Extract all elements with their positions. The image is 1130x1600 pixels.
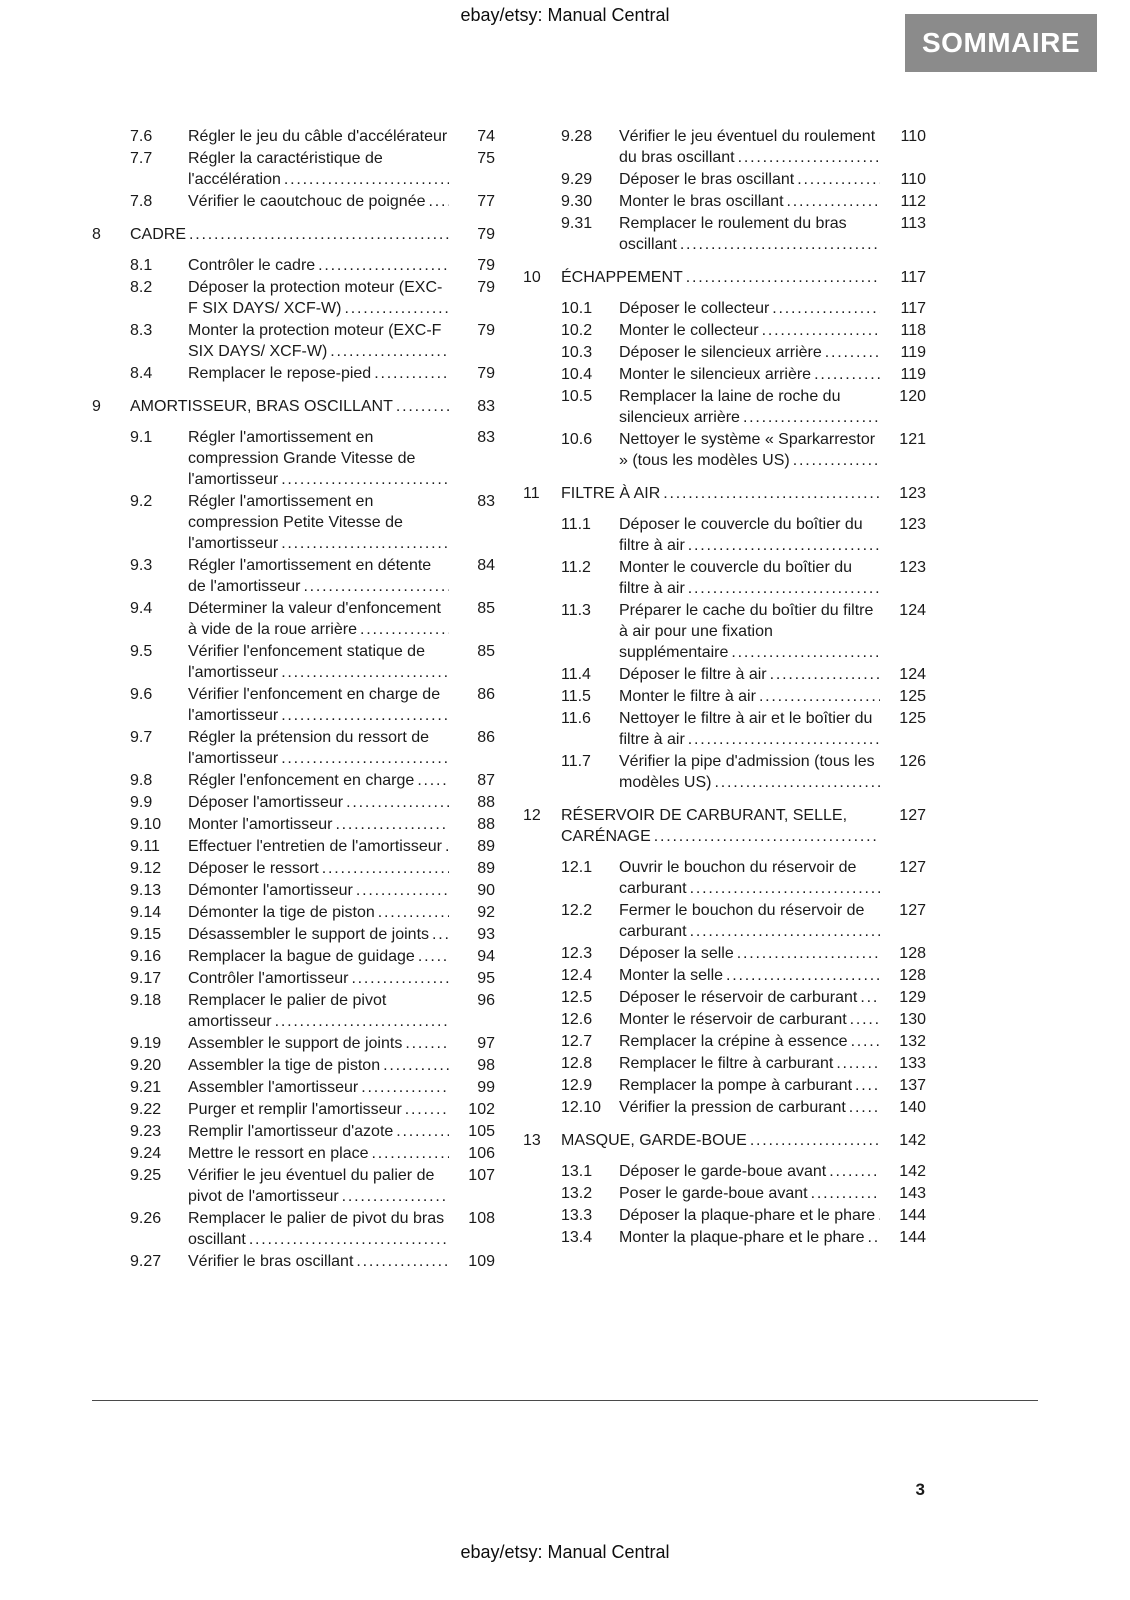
toc-entry-title: Contrôler le cadre .....: [188, 255, 449, 276]
toc-entry-number: 9.4: [130, 600, 153, 617]
toc-entry: [92, 224, 495, 245]
toc-entry: [523, 191, 926, 212]
toc-entry: [523, 483, 926, 504]
toc-entry-number: 12.4: [561, 967, 593, 984]
toc-entry: [92, 902, 495, 923]
toc-column-right: [523, 126, 926, 1273]
toc-entry-page: 119: [900, 366, 926, 383]
toc-entry-title: Déposer le collecteur .....: [619, 298, 880, 319]
toc-entry-number: 9.1: [130, 429, 153, 446]
sommaire-banner: [905, 14, 1097, 72]
toc-entry-title: Poser le garde-boue avant .....: [619, 1183, 880, 1204]
toc-entry-number: 9.9: [130, 794, 153, 811]
toc-entry-title: Remplacer le palier de pivot du bras oscillant .....: [188, 1208, 449, 1250]
toc-entry-title: Remplacer le palier de pivot amortisseur .....: [188, 990, 449, 1032]
toc-entry-number: 10.6: [561, 431, 593, 448]
toc-entry: [523, 1053, 926, 1074]
toc-entry: [92, 598, 495, 640]
toc-entry-page: 117: [900, 300, 926, 317]
toc-entry: [523, 386, 926, 428]
toc-entry-page: 94: [477, 948, 495, 965]
toc-entry: [92, 1165, 495, 1207]
toc-entry: [92, 924, 495, 945]
toc-entry-page: 85: [477, 600, 495, 617]
toc-entry-number: 7.6: [130, 128, 153, 145]
toc-entry-page: 130: [899, 1011, 926, 1028]
toc-entry-page: 89: [477, 838, 495, 855]
toc-entry-title: Monter la selle .....: [619, 965, 880, 986]
toc-entry: [92, 968, 495, 989]
toc-entry-page: 75: [477, 150, 495, 167]
toc-entry-title: Régler l'amortissement en compression Petite Vitesse de l'amortisseur .....: [188, 491, 449, 554]
toc-entry-number: 9: [92, 398, 101, 415]
toc-entry-title: Monter le filtre à air .....: [619, 686, 880, 707]
toc-entry-page: 79: [477, 365, 495, 382]
toc-entry-number: 9.2: [130, 493, 153, 510]
toc-entry-page: 98: [477, 1057, 495, 1074]
toc-entry-page: 83: [477, 493, 495, 510]
toc-entry-number: 9.21: [130, 1079, 162, 1096]
toc-entry-title: Remplacer la crépine à essence .....: [619, 1031, 880, 1052]
toc-entry-title: Remplacer la pompe à carburant .....: [619, 1075, 880, 1096]
toc-entry: [92, 1208, 495, 1250]
toc-entry-page: 86: [477, 729, 495, 746]
toc-entry-number: 11.6: [561, 710, 591, 727]
toc-entry: [92, 277, 495, 319]
toc-entry: [92, 491, 495, 554]
toc-entry: [92, 396, 495, 417]
toc-entry-number: 11: [523, 485, 540, 502]
toc-entry-number: 12.9: [561, 1077, 593, 1094]
toc-entry: [523, 429, 926, 471]
toc-entry-number: 10.3: [561, 344, 593, 361]
toc-entry: [523, 751, 926, 793]
page-number: 3: [915, 1480, 925, 1499]
toc-entry-page: 144: [899, 1207, 926, 1224]
toc-entry: [92, 946, 495, 967]
toc-entry-title: Vérifier l'enfoncement statique de l'amortisseur .....: [188, 641, 449, 683]
toc-entry: [92, 727, 495, 769]
toc-entry-page: 88: [477, 794, 495, 811]
toc-entry-title: Remplir l'amortisseur d'azote .....: [188, 1121, 449, 1142]
toc-entry: [523, 1227, 926, 1248]
toc-entry-number: 11.5: [561, 688, 591, 705]
toc-entry: [523, 342, 926, 363]
toc-entry-number: 9.12: [130, 860, 162, 877]
toc-column-left: [92, 126, 495, 1273]
toc-entry-page: 140: [899, 1099, 926, 1116]
toc-entry-title: AMORTISSEUR, BRAS OSCILLANT .....: [130, 396, 449, 417]
toc-entry-number: 9.10: [130, 816, 162, 833]
toc-entry: [523, 1075, 926, 1096]
toc-entry: [523, 364, 926, 385]
toc-entry: [523, 169, 926, 190]
toc-entry: [523, 213, 926, 255]
toc-entry-title: Déposer le bras oscillant .....: [619, 169, 880, 190]
toc-entry-number: 12: [523, 807, 541, 824]
toc-entry-title: Vérifier le jeu éventuel du roulement du bras oscillant .....: [619, 126, 880, 168]
toc-entry-number: 8.3: [130, 322, 153, 339]
toc-entry: [523, 514, 926, 556]
toc-entry-number: 11.7: [561, 753, 591, 770]
toc-entry-number: 9.28: [561, 128, 593, 145]
toc-entry-number: 13: [523, 1132, 541, 1149]
toc-entry-title: Régler la prétension du ressort de l'amortisseur .....: [188, 727, 449, 769]
sommaire-banner-label: SOMMAIRE: [922, 27, 1080, 58]
toc-entry-number: 10.4: [561, 366, 593, 383]
toc-entry-page: 123: [899, 485, 926, 502]
toc-entry-number: 9.24: [130, 1145, 162, 1162]
toc-entry-page: 88: [477, 816, 495, 833]
toc-entry-number: 7.8: [130, 193, 153, 210]
toc-entry-title: Assembler l'amortisseur .....: [188, 1077, 449, 1098]
table-of-contents: [0, 126, 1130, 1273]
toc-entry-page: 113: [900, 215, 926, 232]
toc-entry: [523, 857, 926, 899]
toc-entry-number: 11.3: [561, 602, 591, 619]
toc-entry-number: 10.2: [561, 322, 593, 339]
toc-entry-title: Régler l'amortissement en détente de l'amortisseur .....: [188, 555, 449, 597]
toc-entry-title: Monter l'amortisseur .....: [188, 814, 449, 835]
toc-entry-title: Nettoyer le système « Sparkarrestor » (tous les modèles US) .....: [619, 429, 880, 471]
toc-entry-title: Vérifier la pipe d'admission (tous les modèles US) .....: [619, 751, 880, 793]
toc-entry-page: 128: [899, 967, 926, 984]
toc-entry-number: 13.2: [561, 1185, 593, 1202]
toc-entry-title: Vérifier le bras oscillant .....: [188, 1251, 449, 1272]
toc-entry-number: 8.4: [130, 365, 153, 382]
toc-entry-page: 92: [477, 904, 495, 921]
toc-entry-title: ÉCHAPPEMENT .....: [561, 267, 880, 288]
toc-entry: [523, 1161, 926, 1182]
toc-entry-title: Régler l'amortissement en compression Grande Vitesse de l'amortisseur .....: [188, 427, 449, 490]
toc-entry-number: 13.3: [561, 1207, 593, 1224]
toc-entry-number: 9.30: [561, 193, 593, 210]
toc-entry: [523, 805, 926, 847]
toc-entry-page: 107: [468, 1167, 495, 1184]
toc-entry-title: Monter le collecteur .....: [619, 320, 880, 341]
toc-entry-number: 9.29: [561, 171, 593, 188]
toc-entry-number: 9.16: [130, 948, 162, 965]
toc-entry: [92, 880, 495, 901]
toc-entry-number: 9.11: [130, 838, 160, 855]
toc-entry-page: 95: [477, 970, 495, 987]
toc-entry-title: Remplacer le repose-pied .....: [188, 363, 449, 384]
toc-entry: [523, 943, 926, 964]
toc-entry-page: 125: [899, 688, 926, 705]
toc-entry-title: Vérifier le jeu éventuel du palier de pivot de l'amortisseur .....: [188, 1165, 449, 1207]
toc-entry-number: 10.1: [561, 300, 593, 317]
toc-entry-title: Démonter la tige de piston .....: [188, 902, 449, 923]
toc-entry-number: 8.2: [130, 279, 153, 296]
toc-entry: [523, 267, 926, 288]
toc-entry-title: Désassembler le support de joints .....: [188, 924, 449, 945]
header-watermark: ebay/etsy: Manual Central: [460, 5, 670, 25]
toc-entry-page: 105: [468, 1123, 495, 1140]
toc-entry-number: 9.14: [130, 904, 162, 921]
toc-entry-title: Déposer le filtre à air .....: [619, 664, 880, 685]
toc-entry-number: 9.18: [130, 992, 162, 1009]
toc-entry-page: 112: [900, 193, 926, 210]
toc-entry: [92, 1121, 495, 1142]
toc-entry-page: 132: [899, 1033, 926, 1050]
toc-entry-page: 142: [899, 1132, 926, 1149]
toc-entry-page: 110: [900, 171, 926, 188]
toc-entry-page: 102: [468, 1101, 495, 1118]
toc-entry: [92, 126, 495, 147]
toc-entry-number: 12.8: [561, 1055, 593, 1072]
toc-entry: [92, 1251, 495, 1272]
toc-entry: [523, 298, 926, 319]
toc-entry-page: 124: [899, 666, 926, 683]
toc-entry-page: 79: [477, 279, 495, 296]
toc-entry: [92, 990, 495, 1032]
toc-entry-title: Régler l'enfoncement en charge .....: [188, 770, 449, 791]
toc-entry-number: 12.1: [561, 859, 593, 876]
toc-entry: [92, 792, 495, 813]
toc-entry: [92, 191, 495, 212]
toc-entry-title: FILTRE À AIR .....: [561, 483, 880, 504]
toc-entry: [92, 427, 495, 490]
toc-entry-title: MASQUE, GARDE-BOUE .....: [561, 1130, 880, 1151]
toc-entry-number: 10.5: [561, 388, 593, 405]
toc-entry-page: 74: [477, 128, 495, 145]
toc-entry-number: 12.2: [561, 902, 593, 919]
toc-entry: [92, 1055, 495, 1076]
toc-entry: [523, 1130, 926, 1151]
toc-entry-title: Ouvrir le bouchon du réservoir de carburant .....: [619, 857, 880, 899]
footer-rule: [92, 1400, 1038, 1401]
toc-entry-page: 123: [899, 516, 926, 533]
toc-entry-number: 13.1: [561, 1163, 593, 1180]
toc-entry-number: 12.3: [561, 945, 593, 962]
toc-entry-number: 9.22: [130, 1101, 162, 1118]
toc-entry-title: Contrôler l'amortisseur .....: [188, 968, 449, 989]
toc-entry-title: Régler le jeu du câble d'accélérateur .....: [188, 126, 449, 147]
toc-entry-page: 142: [899, 1163, 926, 1180]
toc-entry: [92, 770, 495, 791]
toc-entry-title: Déposer l'amortisseur .....: [188, 792, 449, 813]
toc-entry-page: 109: [468, 1253, 495, 1270]
toc-entry-page: 121: [899, 431, 926, 448]
toc-entry: [523, 1097, 926, 1118]
toc-entry: [523, 900, 926, 942]
toc-entry-title: Fermer le bouchon du réservoir de carburant .....: [619, 900, 880, 942]
toc-entry-page: 144: [899, 1229, 926, 1246]
toc-entry-title: Vérifier le caoutchouc de poignée .....: [188, 191, 449, 212]
toc-entry: [92, 555, 495, 597]
toc-entry-number: 9.6: [130, 686, 153, 703]
toc-entry-title: Monter le silencieux arrière .....: [619, 364, 880, 385]
toc-entry-page: 99: [477, 1079, 495, 1096]
toc-entry-page: 127: [899, 807, 926, 824]
toc-entry-number: 11.1: [561, 516, 591, 533]
toc-entry-number: 9.31: [561, 215, 593, 232]
toc-entry-page: 93: [477, 926, 495, 943]
toc-entry-title: Déposer le silencieux arrière .....: [619, 342, 880, 363]
toc-entry-title: Déposer le réservoir de carburant .....: [619, 987, 880, 1008]
toc-entry-page: 90: [477, 882, 495, 899]
toc-entry: [92, 1099, 495, 1120]
toc-entry-title: Vérifier la pression de carburant .....: [619, 1097, 880, 1118]
toc-entry: [523, 965, 926, 986]
toc-entry: [92, 641, 495, 683]
toc-entry-page: 118: [900, 322, 926, 339]
toc-entry-page: 96: [477, 992, 495, 1009]
toc-entry-number: 9.7: [130, 729, 153, 746]
toc-entry: [523, 1031, 926, 1052]
toc-entry-page: 83: [477, 398, 495, 415]
toc-entry-page: 125: [899, 710, 926, 727]
toc-entry: [92, 148, 495, 190]
toc-entry-page: 126: [899, 753, 926, 770]
toc-entry-page: 128: [899, 945, 926, 962]
toc-entry-number: 12.10: [561, 1099, 602, 1116]
toc-entry-number: 9.26: [130, 1210, 162, 1227]
toc-entry-page: 117: [900, 269, 926, 286]
toc-entry: [92, 836, 495, 857]
toc-entry-title: Nettoyer le filtre à air et le boîtier du filtre à air .....: [619, 708, 880, 750]
toc-entry-title: RÉSERVOIR DE CARBURANT, SELLE, CARÉNAGE .....: [561, 805, 880, 847]
toc-entry: [523, 987, 926, 1008]
toc-entry-title: Assembler le support de joints .....: [188, 1033, 449, 1054]
toc-entry-number: 9.5: [130, 643, 153, 660]
toc-entry-page: 137: [899, 1077, 926, 1094]
toc-entry-title: Remplacer la laine de roche du silencieux arrière .....: [619, 386, 880, 428]
toc-entry-number: 9.8: [130, 772, 153, 789]
toc-entry-page: 87: [477, 772, 495, 789]
toc-entry: [92, 1143, 495, 1164]
toc-entry: [92, 255, 495, 276]
toc-entry-page: 84: [477, 557, 495, 574]
toc-entry-page: 83: [477, 429, 495, 446]
toc-entry: [523, 320, 926, 341]
toc-entry-page: 77: [477, 193, 495, 210]
toc-entry-title: Déposer la plaque-phare et le phare .....: [619, 1205, 880, 1226]
toc-entry-title: Déterminer la valeur d'enfoncement à vide de la roue arrière .....: [188, 598, 449, 640]
toc-entry: [523, 686, 926, 707]
toc-entry: [92, 320, 495, 362]
toc-entry-title: Remplacer le filtre à carburant .....: [619, 1053, 880, 1074]
toc-entry-page: 89: [477, 860, 495, 877]
toc-entry: [92, 858, 495, 879]
toc-entry-number: 12.7: [561, 1033, 593, 1050]
toc-entry-title: Déposer la selle .....: [619, 943, 880, 964]
toc-entry-title: Déposer le ressort .....: [188, 858, 449, 879]
toc-entry-page: 124: [899, 602, 926, 619]
toc-entry-number: 9.3: [130, 557, 153, 574]
toc-entry-page: 86: [477, 686, 495, 703]
toc-entry-page: 120: [899, 388, 926, 405]
toc-entry-title: Monter le réservoir de carburant .....: [619, 1009, 880, 1030]
toc-entry-number: 13.4: [561, 1229, 593, 1246]
footer-watermark: ebay/etsy: Manual Central: [460, 1542, 670, 1562]
toc-entry-number: 7.7: [130, 150, 153, 167]
toc-entry: [523, 600, 926, 663]
toc-entry-title: Préparer le cache du boîtier du filtre à air pour une fixation supplémentaire .....: [619, 600, 880, 663]
toc-entry-title: CADRE .....: [130, 224, 449, 245]
toc-entry-title: Assembler la tige de piston .....: [188, 1055, 449, 1076]
toc-entry-page: 129: [899, 989, 926, 1006]
toc-entry-number: 9.23: [130, 1123, 162, 1140]
toc-entry-page: 85: [477, 643, 495, 660]
toc-entry-title: Remplacer le roulement du bras oscillant .....: [619, 213, 880, 255]
toc-entry-title: Démonter l'amortisseur .....: [188, 880, 449, 901]
toc-entry: [523, 557, 926, 599]
toc-entry: [523, 1009, 926, 1030]
toc-entry-number: 9.27: [130, 1253, 162, 1270]
toc-entry: [92, 1033, 495, 1054]
toc-entry-page: 79: [477, 226, 495, 243]
toc-entry-title: Monter le bras oscillant .....: [619, 191, 880, 212]
toc-entry-number: 10: [523, 269, 541, 286]
toc-entry: [92, 363, 495, 384]
toc-entry-page: 127: [899, 902, 926, 919]
toc-entry: [92, 814, 495, 835]
toc-entry-title: Monter la plaque-phare et le phare .....: [619, 1227, 880, 1248]
toc-entry-page: 127: [899, 859, 926, 876]
toc-entry-number: 9.25: [130, 1167, 162, 1184]
toc-entry: [92, 1077, 495, 1098]
toc-entry-number: 8.1: [130, 257, 153, 274]
toc-entry-title: Déposer la protection moteur (EXC-F SIX DAYS/ XCF-W) .....: [188, 277, 449, 319]
toc-entry-number: 9.17: [130, 970, 162, 987]
toc-entry-page: 79: [477, 257, 495, 274]
toc-entry-page: 133: [899, 1055, 926, 1072]
toc-entry-title: Mettre le ressort en place .....: [188, 1143, 449, 1164]
toc-entry-title: Régler la caractéristique de l'accélération .....: [188, 148, 449, 190]
toc-entry: [523, 126, 926, 168]
toc-entry-page: 119: [900, 344, 926, 361]
toc-entry-number: 12.5: [561, 989, 593, 1006]
toc-entry-number: 9.19: [130, 1035, 162, 1052]
toc-entry-page: 123: [899, 559, 926, 576]
toc-entry-title: Monter la protection moteur (EXC-F SIX DAYS/ XCF-W) .....: [188, 320, 449, 362]
toc-entry-page: 108: [468, 1210, 495, 1227]
toc-entry: [523, 1205, 926, 1226]
toc-entry-page: 143: [899, 1185, 926, 1202]
toc-entry-title: Effectuer l'entretien de l'amortisseur .....: [188, 836, 449, 857]
toc-entry-page: 79: [477, 322, 495, 339]
toc-entry: [92, 684, 495, 726]
toc-entry-number: 9.13: [130, 882, 162, 899]
toc-entry-title: Remplacer la bague de guidage .....: [188, 946, 449, 967]
toc-entry: [523, 1183, 926, 1204]
toc-entry-page: 97: [477, 1035, 495, 1052]
toc-entry-number: 9.15: [130, 926, 162, 943]
toc-entry-page: 106: [468, 1145, 495, 1162]
toc-entry-number: 8: [92, 226, 101, 243]
toc-entry-number: 9.20: [130, 1057, 162, 1074]
toc-entry-title: Vérifier l'enfoncement en charge de l'amortisseur .....: [188, 684, 449, 726]
toc-entry-number: 11.2: [561, 559, 591, 576]
toc-entry-page: 110: [900, 128, 926, 145]
toc-entry-title: Déposer le garde-boue avant .....: [619, 1161, 880, 1182]
toc-entry: [523, 664, 926, 685]
toc-entry-number: 11.4: [561, 666, 591, 683]
toc-entry-number: 12.6: [561, 1011, 593, 1028]
toc-entry-title: Déposer le couvercle du boîtier du filtre à air .....: [619, 514, 880, 556]
toc-entry-title: Purger et remplir l'amortisseur .....: [188, 1099, 449, 1120]
toc-entry-title: Monter le couvercle du boîtier du filtre à air .....: [619, 557, 880, 599]
toc-entry: [523, 708, 926, 750]
